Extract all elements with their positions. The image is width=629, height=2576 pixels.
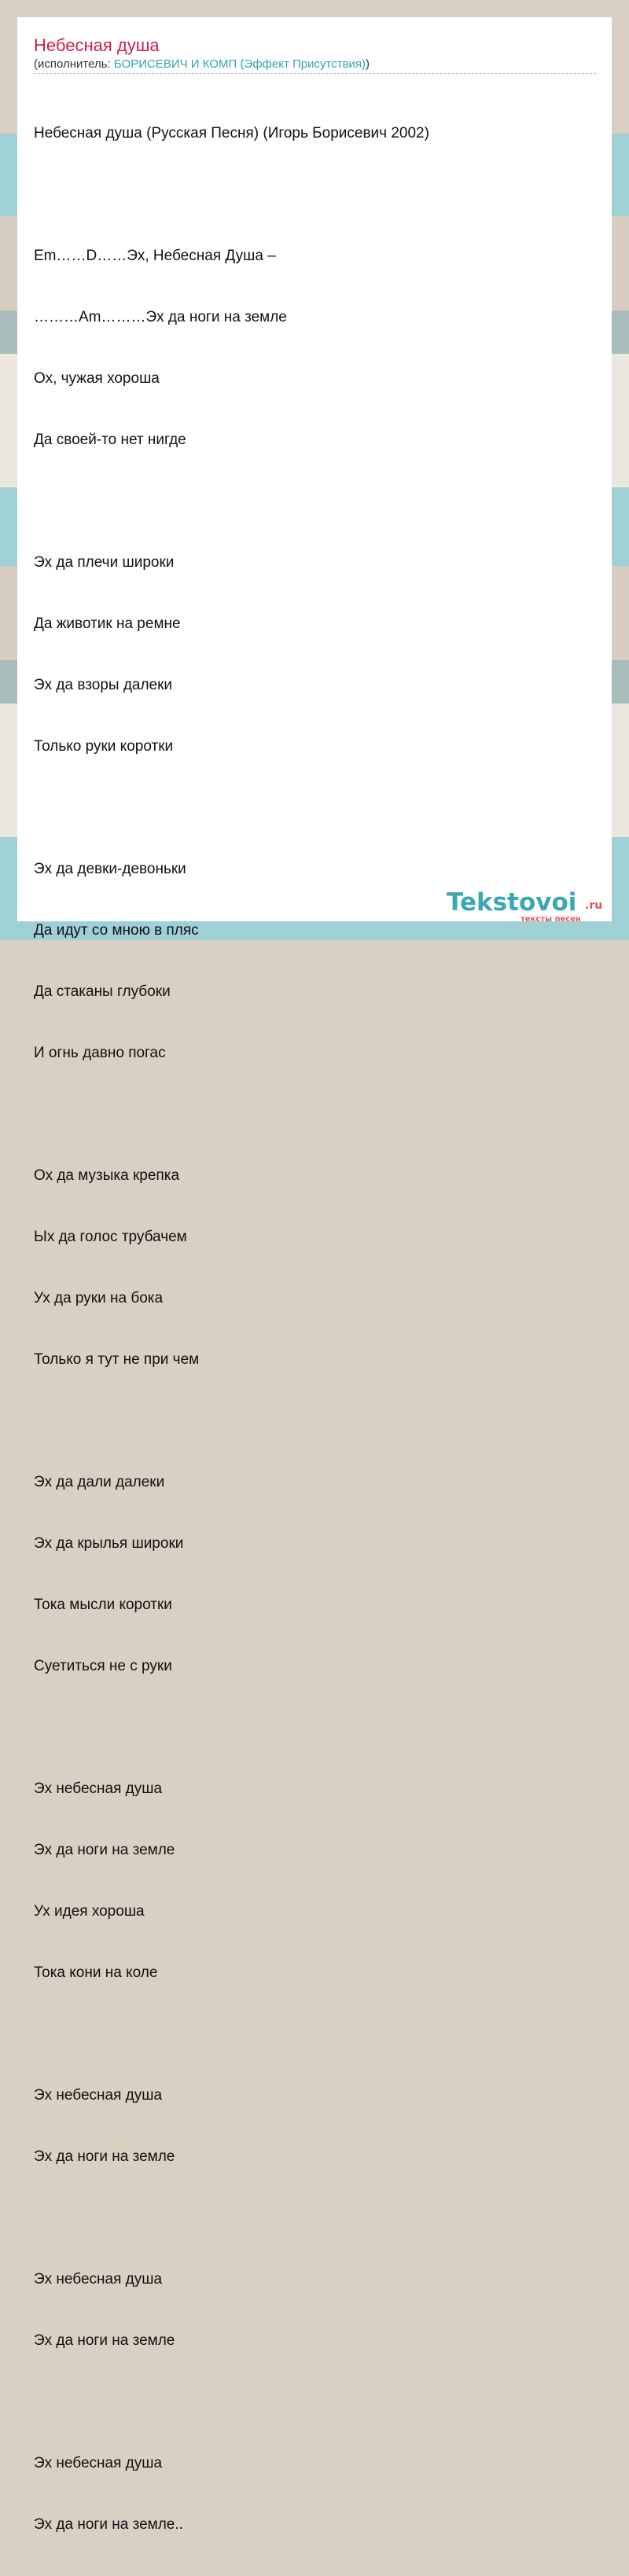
lyric-line: Ых да голос трубачем — [34, 1229, 187, 1245]
lyric-line — [34, 2208, 429, 2229]
artist-link[interactable]: БОРИСЕВИЧ И КОМП (Эффект Присутствия) — [113, 57, 366, 71]
lyric-line — [34, 1718, 429, 1738]
lyric-line: Эх да крылья широки — [34, 1535, 184, 1552]
lyric-line — [34, 798, 429, 818]
artist-prefix: (исполнитель: — [34, 57, 114, 71]
lyric-line: Эх да плечи широки — [34, 554, 175, 571]
lyric-line: Только я тут не при чем — [34, 1351, 200, 1368]
lyric-line: Тока мысли коротки — [34, 1597, 172, 1613]
lyric-line: Эх да девки-девоньки — [34, 861, 186, 877]
lyric-line: Ох да музыка крепка — [34, 1167, 180, 1184]
lyrics-text — [34, 83, 429, 2576]
lyric-line: Ух да руки на бока — [34, 1290, 164, 1306]
lyric-line: ………Am………Эх да ноги на земле — [34, 309, 287, 325]
lyric-line — [34, 2024, 429, 2045]
lyric-line: Небесная душа (Русская Песня) (Игорь Борисевич 2002) — [34, 125, 429, 141]
lyric-line: Эх да ноги на земле — [34, 1842, 175, 1858]
lyric-line — [34, 1104, 429, 1125]
lyrics-card — [17, 17, 612, 2533]
lyric-line: И огнь давно погас — [34, 1045, 166, 1061]
lyric-line: Эх небесная душа — [34, 2455, 163, 2471]
lyric-line — [34, 2392, 429, 2412]
site-logo[interactable] — [447, 888, 612, 924]
lyric-line — [34, 1411, 429, 1431]
lyric-line: Эх небесная душа — [34, 2271, 163, 2288]
artist-line — [34, 57, 370, 72]
lyric-line — [34, 491, 429, 512]
lyric-line: Да животик на ремне — [34, 616, 181, 632]
song-title: Небесная душа — [34, 35, 160, 55]
lyric-line: Эх да дали далеки — [34, 1474, 165, 1490]
lyric-line: Да идут со мною в пляс — [34, 922, 199, 939]
lyric-line: Суетиться не с руки — [34, 1658, 172, 1674]
lyric-line: Тока кони на коле — [34, 1964, 158, 1981]
artist-suffix: ) — [366, 57, 370, 71]
lyric-line: Только руки коротки — [34, 738, 174, 755]
lyric-line: Да стаканы глубоки — [34, 983, 171, 1000]
logo-wordmark: Tekstovoi — [447, 888, 577, 917]
lyric-line: Да своей-то нет нигде — [34, 432, 186, 448]
lyric-line: Em……D……Эх, Небесная Душа – — [34, 248, 276, 264]
lyric-line: Ух идея хороша — [34, 1903, 145, 1920]
lyric-line: Эх да взоры далеки — [34, 677, 173, 693]
logo-subtitle: тексты песен — [520, 915, 581, 924]
lyric-line: Эх да ноги на земле — [34, 2332, 175, 2349]
lyric-line: Эх небесная душа — [34, 1780, 163, 1797]
lyric-line — [34, 185, 429, 205]
lyric-line: Эх да ноги на земле.. — [34, 2516, 183, 2533]
lyric-line: Ох, чужая хороша — [34, 370, 160, 387]
lyric-line: Эх небесная душа — [34, 2087, 163, 2104]
divider — [34, 73, 596, 74]
logo-tld: .ru — [585, 899, 603, 912]
lyric-line: Эх да ноги на земле — [34, 2148, 175, 2165]
